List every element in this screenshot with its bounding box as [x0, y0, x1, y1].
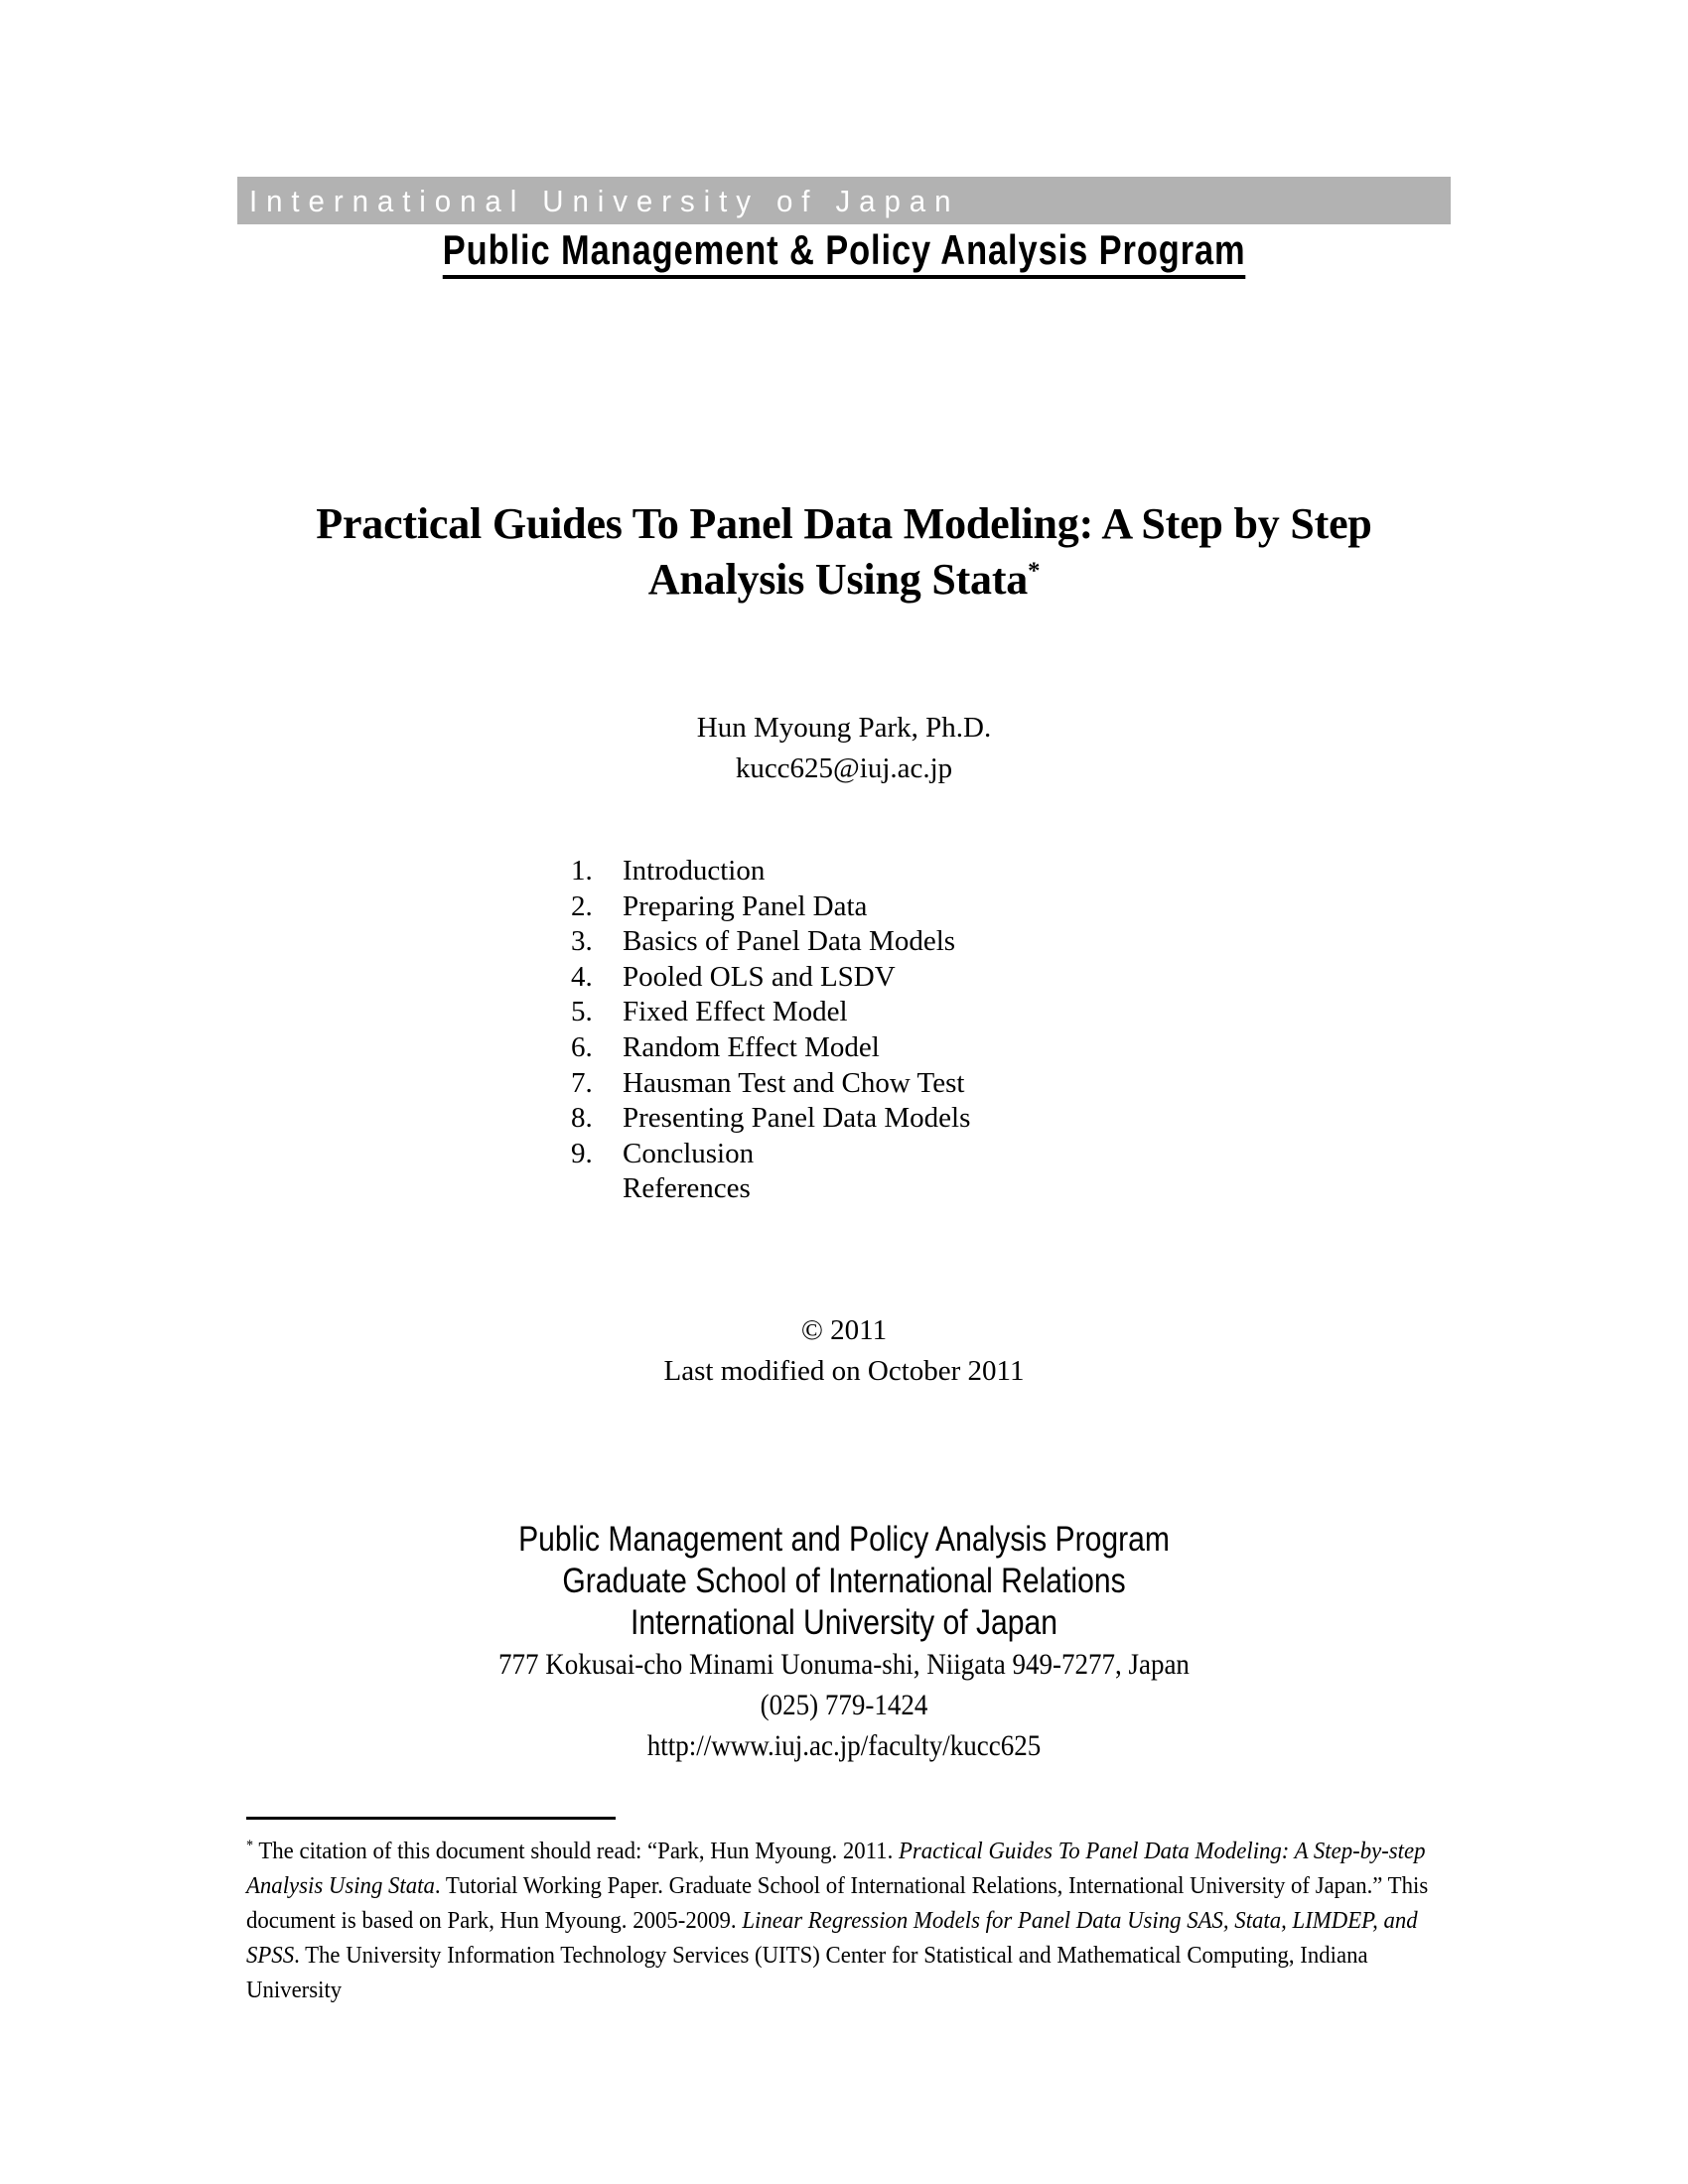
- masthead-banner-bar: [237, 177, 1451, 224]
- list-item: [571, 995, 1266, 1030]
- list-item-number: 4.: [571, 960, 593, 993]
- list-item: [571, 1137, 1266, 1172]
- affiliation-block: [248, 1519, 1440, 1766]
- list-item-number: 8.: [571, 1102, 593, 1135]
- list-item-number: 1.: [571, 855, 593, 887]
- list-item-label: References: [623, 1172, 751, 1205]
- list-item-label: Conclusion: [623, 1137, 755, 1169]
- footnote-citation-title-1: Practical Guides To Panel Data Modeling: A Step-by-step Analysis Using Stata: [246, 1838, 1426, 1899]
- copyright-year: © 2011: [800, 1314, 888, 1346]
- footnote-segment-3: . The University Information Technology Services (UITS) Center for Statistical and Mathematical Computing, Indiana University: [246, 1942, 1368, 2003]
- author-block: [248, 708, 1440, 789]
- page-title-line-2: [248, 552, 1440, 608]
- masthead-subtitle-row: [237, 228, 1451, 279]
- list-item-label: Random Effect Model: [623, 1030, 880, 1063]
- list-item-number: 6.: [571, 1030, 593, 1063]
- list-item: [571, 1066, 1266, 1102]
- list-item-label: Pooled OLS and LSDV: [623, 960, 896, 993]
- list-item-label: Fixed Effect Model: [623, 996, 848, 1028]
- list-item: [571, 854, 1266, 889]
- page-title: [248, 496, 1440, 609]
- copyright-block: [248, 1310, 1440, 1392]
- footnote-marker: *: [246, 1836, 254, 1853]
- list-item-label: Hausman Test and Chow Test: [623, 1066, 965, 1099]
- masthead-university-name: International University of Japan: [249, 183, 960, 218]
- author-email[interactable]: kucc625@iuj.ac.jp: [735, 752, 953, 785]
- contents-list: [571, 854, 1266, 1207]
- list-item-label: Introduction: [623, 855, 766, 887]
- list-item-number: 9.: [571, 1137, 593, 1169]
- masthead-program-name: Public Management & Policy Analysis Program: [443, 228, 1246, 279]
- masthead: [0, 177, 1688, 279]
- footnote-segment-2: . Tutorial Working Paper. Graduate School of International Relations, International University of Japan.” This document is based on Park, Hun Myoung. 2005-2009.: [246, 1872, 1429, 1934]
- list-item: [571, 924, 1266, 960]
- footnote-block: [246, 1817, 1438, 2007]
- list-item-number: 7.: [571, 1066, 593, 1099]
- list-item: [571, 1101, 1266, 1137]
- footnote-separator-rule: [246, 1817, 616, 1820]
- author-name: Hun Myoung Park, Ph.D.: [696, 712, 992, 744]
- list-item-number: 3.: [571, 925, 593, 958]
- footnote-citation-title-2: Linear Regression Models for Panel Data Using SAS, Stata, LIMDEP, and SPSS: [246, 1907, 1418, 1969]
- affiliation-website-url[interactable]: http://www.iuj.ac.jp/faculty/kucc625: [646, 1729, 1042, 1762]
- list-item: [571, 960, 1266, 996]
- list-item-label: Basics of Panel Data Models: [623, 925, 956, 958]
- list-item-label: Presenting Panel Data Models: [623, 1102, 971, 1135]
- page-title-line-1: Practical Guides To Panel Data Modeling: A Step by Step: [316, 499, 1372, 548]
- list-item: [571, 1171, 1266, 1207]
- affiliation-phone: (025) 779-1424: [760, 1689, 928, 1721]
- affiliation-school: Graduate School of International Relations: [562, 1562, 1126, 1600]
- last-modified-date: Last modified on October 2011: [663, 1355, 1025, 1388]
- footnote-segment-1: The citation of this document should read: “Park, Hun Myoung. 2011.: [253, 1838, 899, 1864]
- title-footnote-marker: *: [1028, 557, 1041, 585]
- list-item-number: 5.: [571, 996, 593, 1028]
- list-item-label: Preparing Panel Data: [623, 889, 868, 922]
- list-item: [571, 889, 1266, 925]
- list-item: [571, 1030, 1266, 1066]
- footnote-text: [246, 1834, 1438, 2007]
- affiliation-university: International University of Japan: [631, 1603, 1057, 1642]
- list-item-number: 2.: [571, 889, 593, 922]
- affiliation-program: Public Management and Policy Analysis Program: [518, 1520, 1170, 1559]
- affiliation-street-address: 777 Kokusai-cho Minami Uonuma-shi, Niigata 949-7277, Japan: [498, 1648, 1190, 1681]
- page-title-line-2-text: Analysis Using Stata: [647, 555, 1029, 605]
